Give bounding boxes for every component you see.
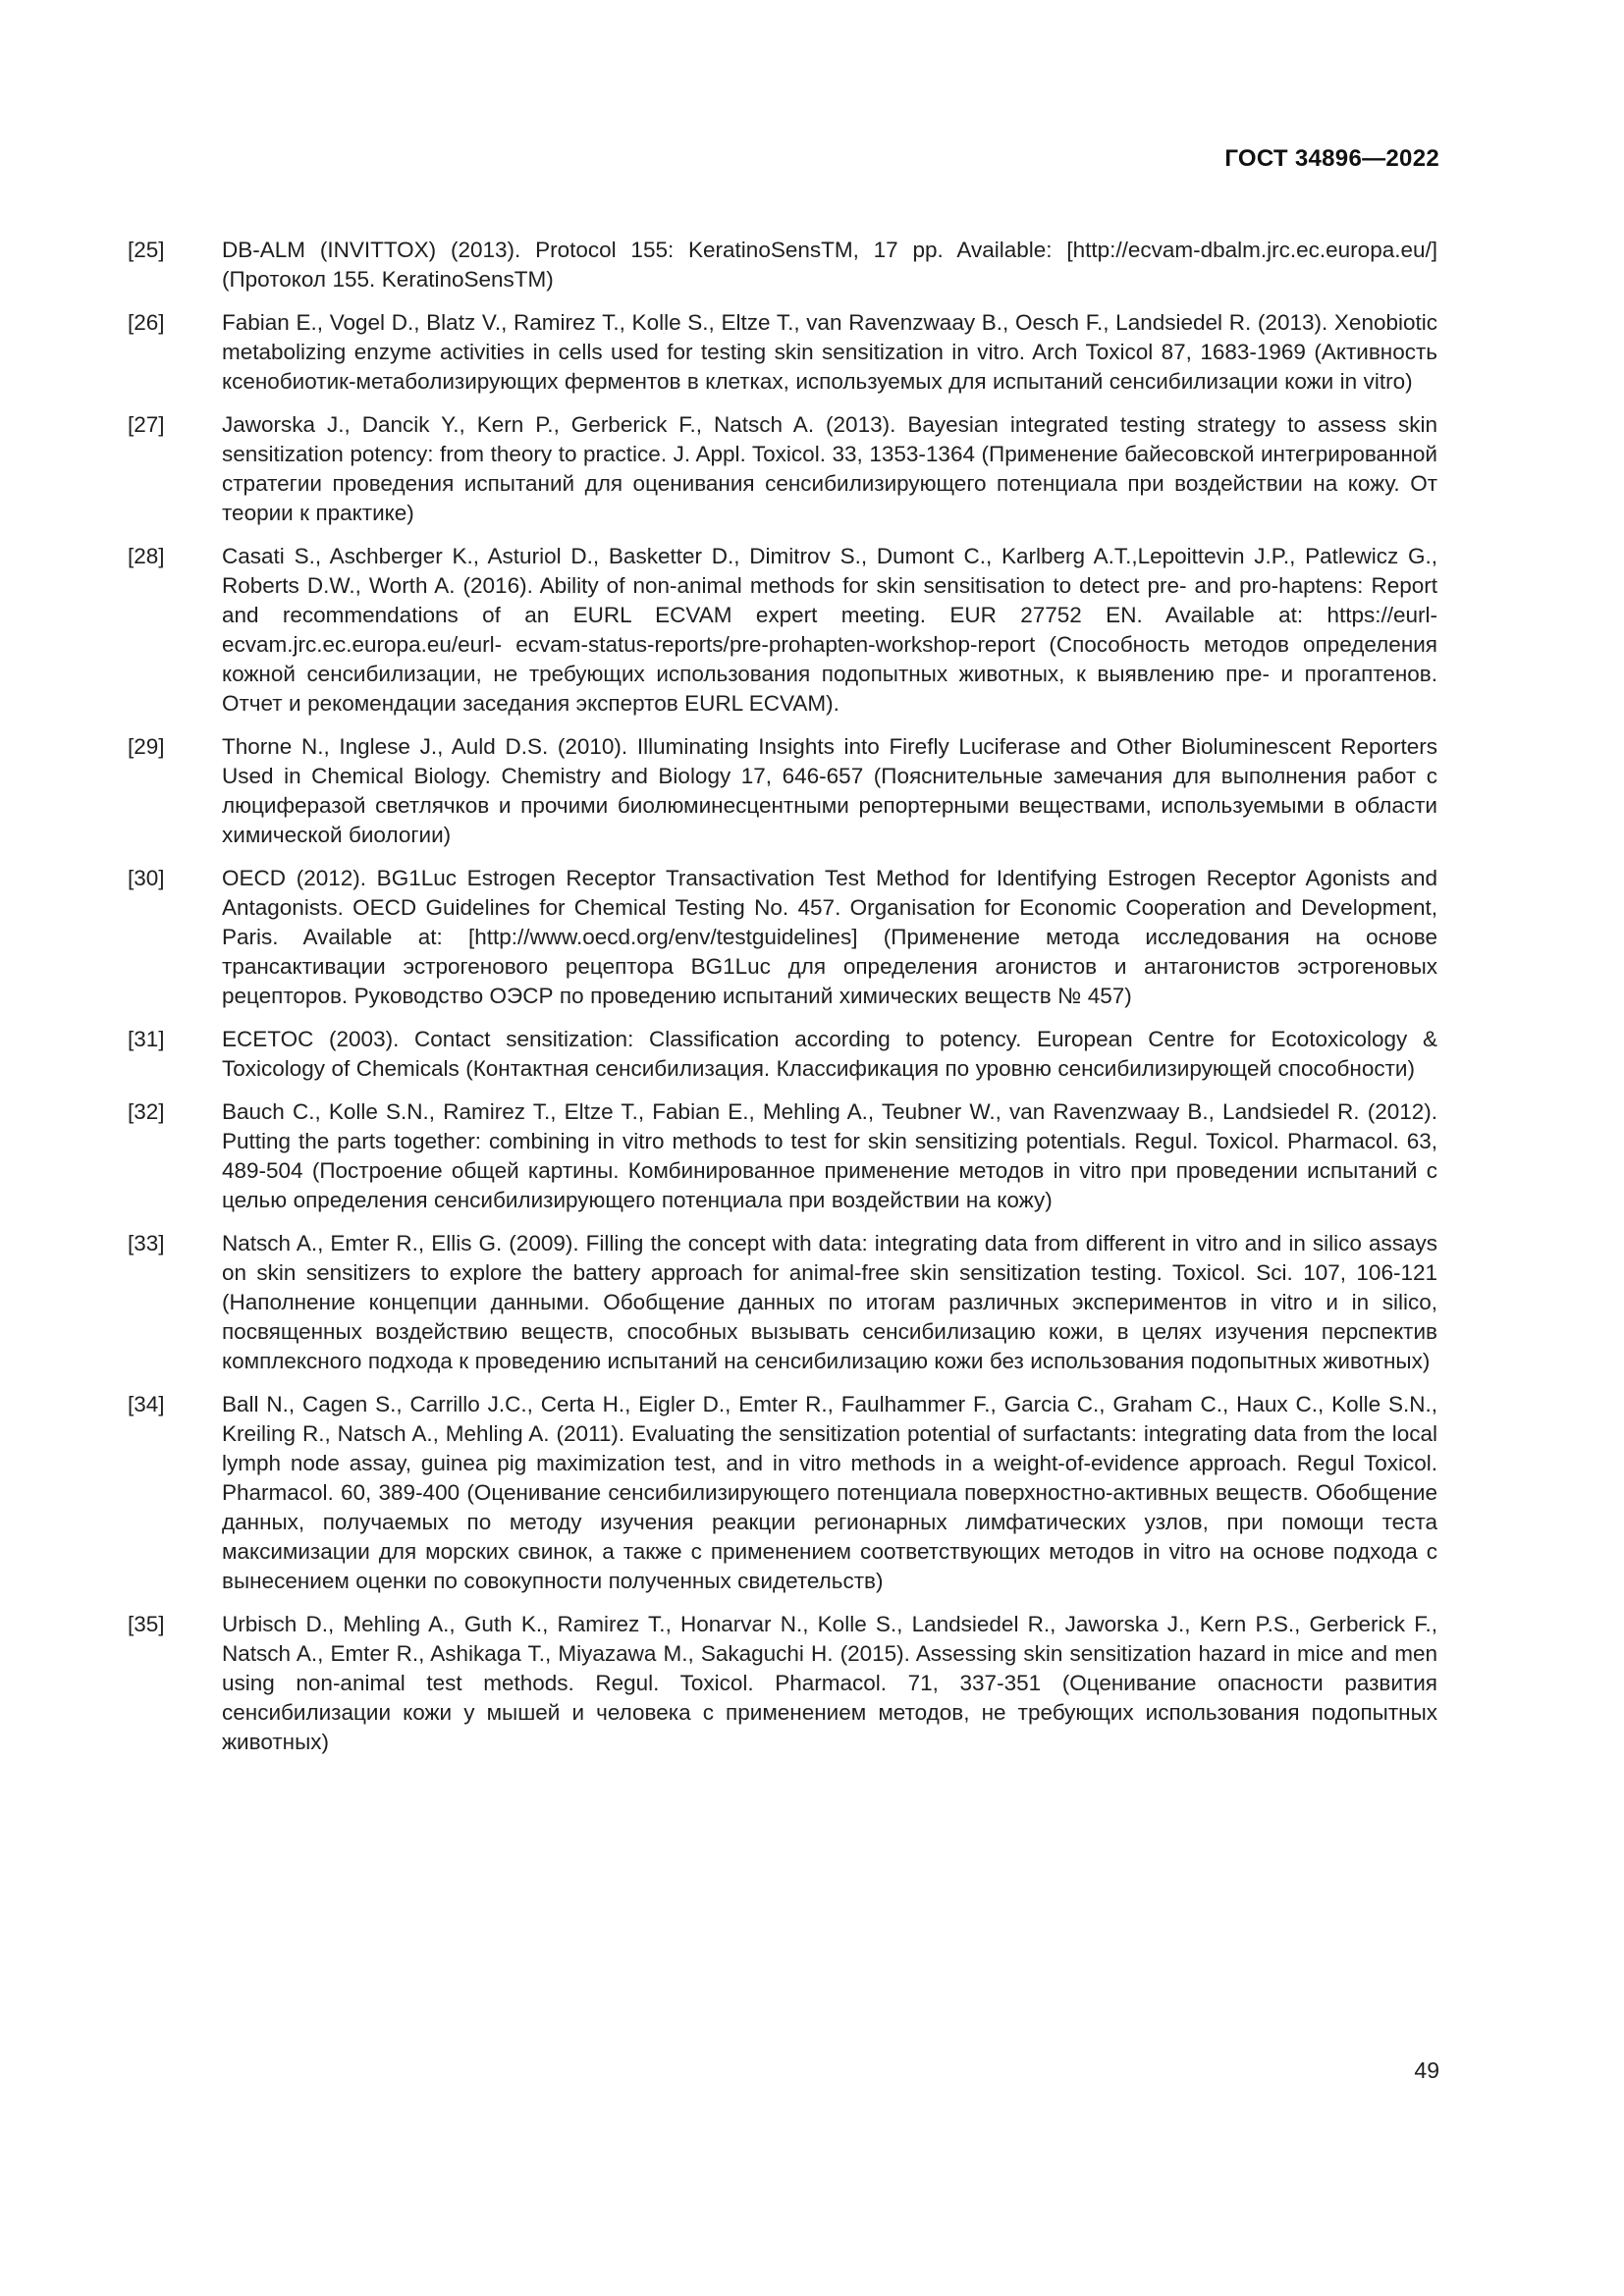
reference-text: DB-ALM (INVITTOX) (2013). Protocol 155: KeratinoSensTM, 17 pp. Available: [http://ecvam-dbalm.jrc.ec.europa.eu/] (Протокол 155. KeratinoSensTM) [222, 238, 1437, 292]
reference-item [128, 1229, 1437, 1376]
reference-item [128, 410, 1437, 528]
reference-number: [28] [128, 544, 165, 568]
reference-text: Thorne N., Inglese J., Auld D.S. (2010). Illuminating Insights into Firefly Luciferase and Other Bioluminescent Reporters Used in Chemical Biology. Chemistry and Biology 17, 646-657 (Пояснительные замечания для выполнения работ с люциферазой светлячков и прочими биолюминесцентными репортерными веществами, используемыми в области химической биологии) [222, 734, 1437, 847]
reference-number: [26] [128, 310, 165, 335]
reference-item [128, 1610, 1437, 1757]
reference-text: Fabian E., Vogel D., Blatz V., Ramirez T., Kolle S., Eltze T., van Ravenzwaay B., Oesch F., Landsiedel R. (2013). Xenobiotic metabolizing enzyme activities in cells used for testing skin sensitization in vitro. Arch Toxicol 87, 1683-1969 (Активность ксенобиотик-метаболизирующих ферментов в клетках, используемых для испытаний сенсибилизации кожи in vitro) [222, 310, 1437, 394]
reference-item [128, 308, 1437, 397]
reference-number: [32] [128, 1099, 165, 1124]
reference-item [128, 236, 1437, 294]
reference-item [128, 1097, 1437, 1215]
page-number: 49 [1414, 2057, 1439, 2083]
reference-number: [31] [128, 1027, 165, 1051]
reference-item [128, 542, 1437, 719]
reference-text: Natsch A., Emter R., Ellis G. (2009). Filling the concept with data: integrating data from different in vitro and in silico assays on skin sensitizers to explore the battery approach for animal-free skin sensitization testing. Toxicol. Sci. 107, 106-121 (Наполнение концепции данными. Обобщение данных по итогам различных экспериментов in vitro и in silico, посвященных воздействию веществ, способных вызывать сенсибилизацию кожи, в целях изучения перспектив комплексного подхода к проведению испытаний на сенсибилизацию кожи без использования подопытных животных) [222, 1231, 1437, 1373]
reference-text: Casati S., Aschberger K., Asturiol D., Basketter D., Dimitrov S., Dumont C., Karlberg A.T.,Lepoittevin J.P., Patlewicz G., Roberts D.W., Worth A. (2016). Ability of non-animal methods for skin sensitisation to detect pre- and pro-haptens: Report and recommendations of an EURL ECVAM expert meeting. EUR 27752 EN. Available at: https://eurl-ecvam.jrc.ec.europa.eu/eurl- ecvam-status-reports/pre-prohapten-workshop-report (Способность методов определения кожной сенсибилизации, не требующих использования подопытных животных, к выявлению пре- и прогаптенов. Отчет и рекомендации заседания экспертов EURL ECVAM). [222, 544, 1437, 716]
reference-number: [33] [128, 1231, 165, 1255]
reference-text: Ball N., Cagen S., Carrillo J.C., Certa H., Eigler D., Emter R., Faulhammer F., Garcia C., Graham C., Haux C., Kolle S.N., Kreiling R., Natsch A., Mehling A. (2011). Evaluating the sensitization potential of surfactants: integrating data from the local lymph node assay, guinea pig maximization test, and in vitro methods in a weight-of-evidence approach. Regul Toxicol. Pharmacol. 60, 389-400 (Оценивание сенсибилизирующего потенциала поверхностно-активных веществ. Обобщение данных, получаемых по методу изучения реакции регионарных лимфатических узлов, при помощи теста максимизации для морских свинок, а также с применением соответствующих методов in vitro на основе подхода с вынесением оценки по совокупности полученных свидетельств) [222, 1392, 1437, 1593]
reference-number: [27] [128, 412, 165, 437]
reference-number: [30] [128, 866, 165, 890]
reference-list [128, 236, 1437, 1771]
document-header-standard-number: ГОСТ 34896—2022 [1224, 145, 1439, 172]
reference-number: [34] [128, 1392, 165, 1416]
reference-number: [35] [128, 1612, 165, 1636]
reference-text: Urbisch D., Mehling A., Guth K., Ramirez T., Honarvar N., Kolle S., Landsiedel R., Jaworska J., Kern P.S., Gerberick F., Natsch A., Emter R., Ashikaga T., Miyazawa M., Sakaguchi H. (2015). Assessing skin sensitization hazard in mice and men using non-animal test methods. Regul. Toxicol. Pharmacol. 71, 337-351 (Оценивание опасности развития сенсибилизации кожи у мышей и человека с применением методов, не требующих использования подопытных животных) [222, 1612, 1437, 1754]
reference-text: Bauch C., Kolle S.N., Ramirez T., Eltze T., Fabian E., Mehling A., Teubner W., van Ravenzwaay B., Landsiedel R. (2012). Putting the parts together: combining in vitro methods to test for skin sensitizing potentials. Regul. Toxicol. Pharmacol. 63, 489-504 (Построение общей картины. Комбинированное применение методов in vitro при проведении испытаний с целью определения сенсибилизирующего потенциала при воздействии на кожу) [222, 1099, 1437, 1212]
reference-text: OECD (2012). BG1Luc Estrogen Receptor Transactivation Test Method for Identifying Estrogen Receptor Agonists and Antagonists. OECD Guidelines for Chemical Testing No. 457. Organisation for Economic Cooperation and Development, Paris. Available at: [http://www.oecd.org/env/testguidelines] (Применение метода исследования на основе трансактивации эстрогенового рецептора BG1Luc для определения агонистов и антагонистов эстрогеновых рецепторов. Руководство ОЭСР по проведению испытаний химических веществ № 457) [222, 866, 1437, 1008]
reference-item [128, 732, 1437, 850]
reference-text: Jaworska J., Dancik Y., Kern P., Gerberick F., Natsch A. (2013). Bayesian integrated testing strategy to assess skin sensitization potency: from theory to practice. J. Appl. Toxicol. 33, 1353-1364 (Применение байесовской интегрированной стратегии проведения испытаний для оценивания сенсибилизирующего потенциала при воздействии на кожу. От теории к практике) [222, 412, 1437, 525]
reference-number: [25] [128, 238, 165, 262]
reference-item [128, 864, 1437, 1011]
reference-number: [29] [128, 734, 165, 759]
reference-item [128, 1390, 1437, 1596]
reference-text: ECETOC (2003). Contact sensitization: Classification according to potency. European Centre for Ecotoxicology & Toxicology of Chemicals (Контактная сенсибилизация. Классификация по уровню сенсибилизирующей способности) [222, 1027, 1437, 1081]
reference-item [128, 1025, 1437, 1084]
